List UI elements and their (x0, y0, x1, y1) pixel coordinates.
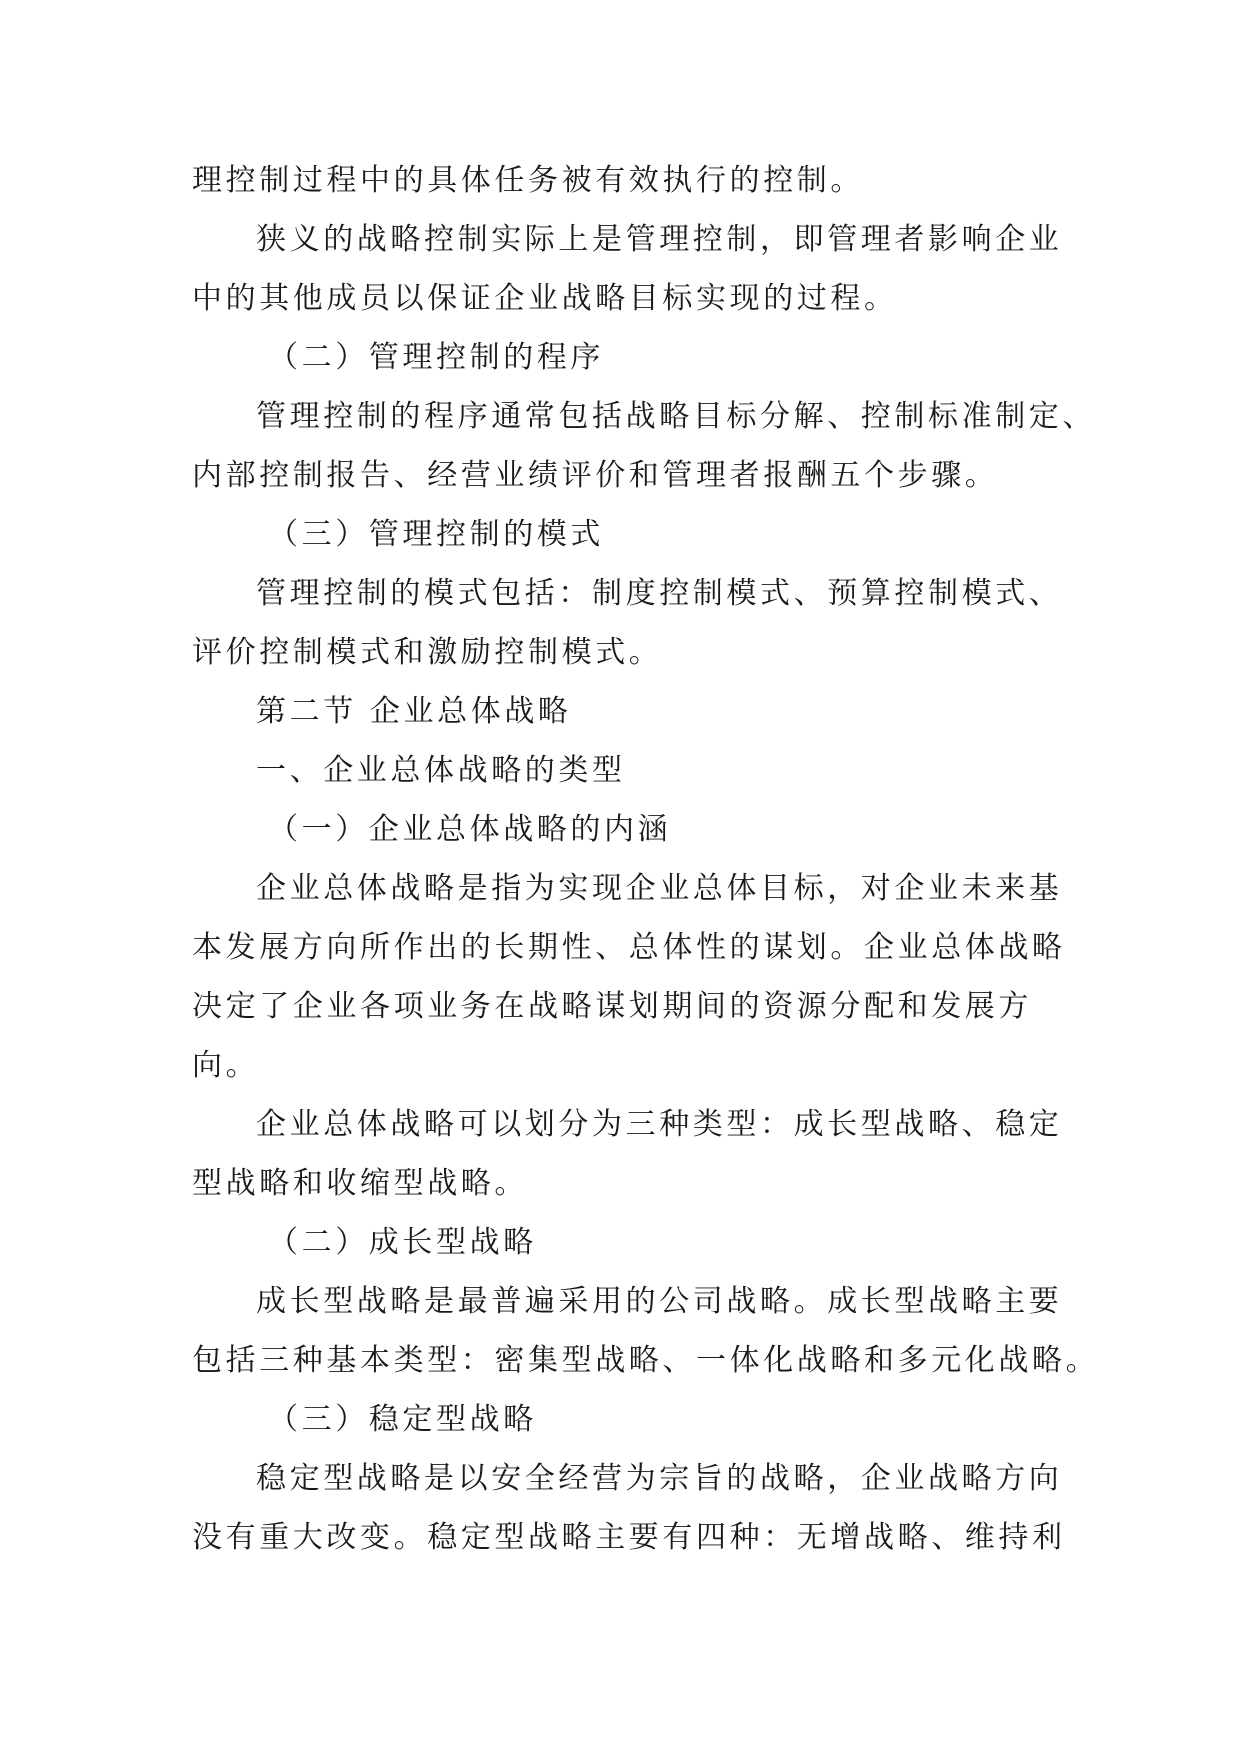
subsection-heading: （二）管理控制的程序 (268, 340, 604, 375)
body-line: 企业总体战略可以划分为三种类型：成长型战略、稳定 (256, 1107, 1063, 1142)
body-line: 决定了企业各项业务在战略谋划期间的资源分配和发展方 (192, 989, 1032, 1024)
body-line: 型战略和收缩型战略。 (192, 1166, 528, 1201)
body-line: 没有重大改变。稳定型战略主要有四种：无增战略、维持利 (192, 1520, 1066, 1555)
section-heading: 第二节 企业总体战略 (256, 694, 572, 729)
body-line: 中的其他成员以保证企业战略目标实现的过程。 (192, 281, 898, 316)
subsection-heading: （二）成长型战略 (268, 1225, 537, 1260)
body-line: 管理控制的程序通常包括战略目标分解、控制标准制定、 (256, 399, 1096, 434)
body-line: 管理控制的模式包括：制度控制模式、预算控制模式、 (256, 576, 1063, 611)
section-subheading: 一、企业总体战略的类型 (256, 753, 626, 788)
body-line: 包括三种基本类型：密集型战略、一体化战略和多元化战略。 (192, 1343, 1100, 1378)
subsection-heading: （三）稳定型战略 (268, 1402, 537, 1437)
document-body (192, 151, 1100, 1567)
body-line: 评价控制模式和激励控制模式。 (192, 635, 663, 670)
body-line: 内部控制报告、经营业绩评价和管理者报酬五个步骤。 (192, 458, 999, 493)
body-line: 稳定型战略是以安全经营为宗旨的战略，企业战略方向 (256, 1461, 1063, 1496)
body-line: 向。 (192, 1048, 260, 1083)
body-line: 本发展方向所作出的长期性、总体性的谋划。企业总体战略 (192, 930, 1066, 965)
subsection-heading: （三）管理控制的模式 (268, 517, 604, 552)
subsection-heading: （一）企业总体战略的内涵 (268, 812, 672, 847)
body-line: 理控制过程中的具体任务被有效执行的控制。 (192, 163, 864, 198)
body-line: 成长型战略是最普遍采用的公司战略。成长型战略主要 (256, 1284, 1063, 1319)
body-line: 狭义的战略控制实际上是管理控制，即管理者影响企业 (256, 222, 1063, 257)
body-line: 企业总体战略是指为实现企业总体目标，对企业未来基 (256, 871, 1063, 906)
